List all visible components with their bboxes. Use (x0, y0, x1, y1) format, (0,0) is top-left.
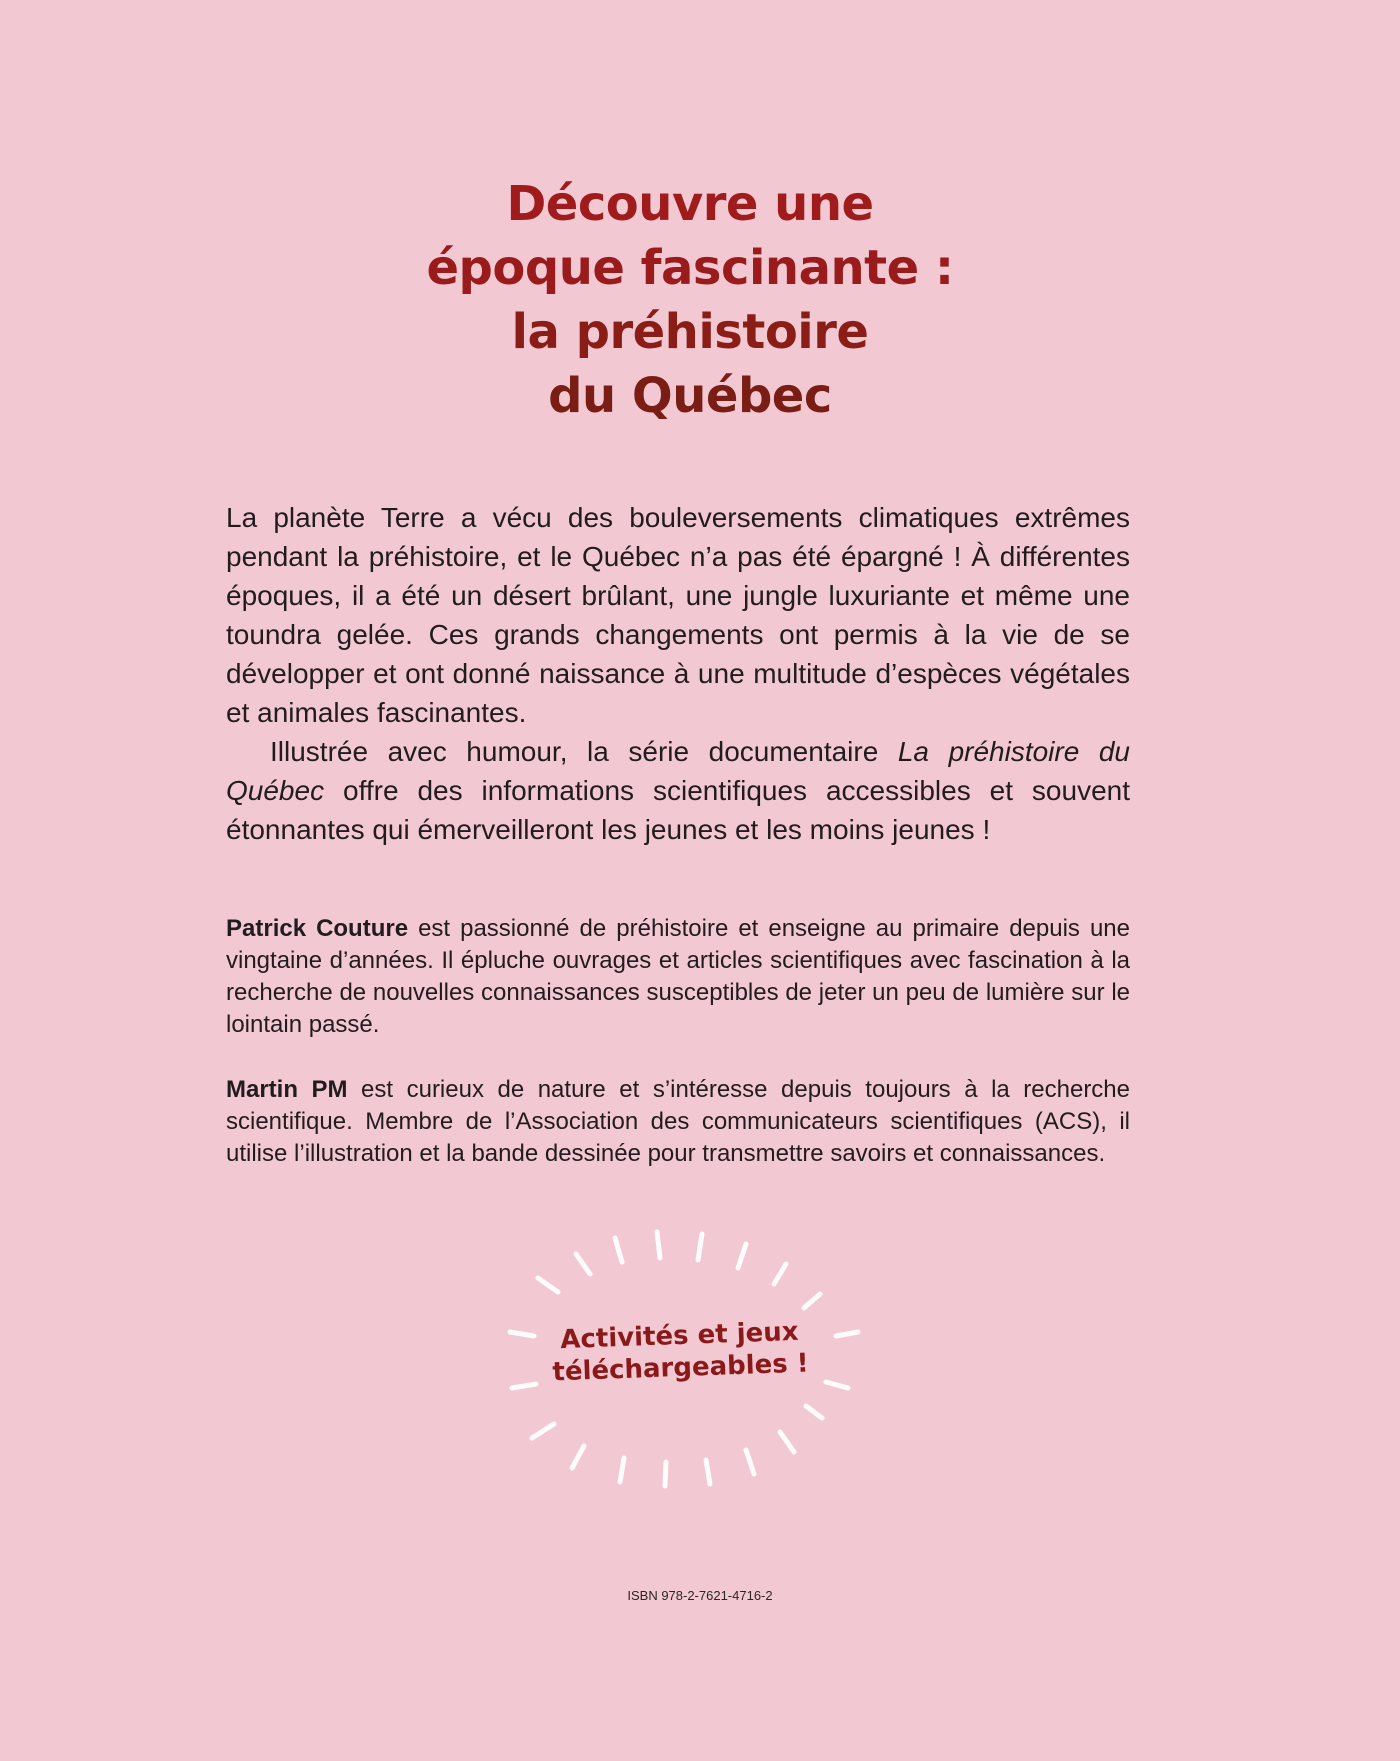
book-description (226, 498, 1130, 849)
description-paragraph-1: La planète Terre a vécu des bouleversements climatiques extrêmes pendant la préhistoire, et le Québec n’a pas été épargné ! À différentes époques, il a été un désert brûlant, une jungle luxuriante et même une toundra gelée. Ces grands changements ont permis à la vie de se développer et ont donné naissance à une multitude d’espèces végétales et animales fascinantes. (226, 502, 1130, 728)
description-paragraph-2 (226, 732, 1130, 849)
title-line-1: Découvre une (506, 176, 874, 232)
isbn-number: ISBN 978-2-7621-4716-2 (627, 1588, 773, 1603)
author-bio (226, 913, 1130, 1041)
badge-line-1: Activités et jeux (559, 1316, 800, 1356)
title-line-4: du Québec (548, 368, 832, 424)
title-line-3: la préhistoire (511, 304, 869, 360)
badge-line-2: téléchargeables ! (551, 1348, 810, 1388)
author-name: Patrick Couture (226, 915, 409, 942)
downloadable-activities-badge (480, 1220, 880, 1500)
illustrator-name: Martin PM (226, 1076, 348, 1103)
title-line-2: époque fascinante : (426, 240, 954, 296)
author-bio-text: est passionné de préhistoire et enseigne au primaire depuis une vingtaine d’années. Il épluche ouvrages et articles scientifiques avec fascination à la recherche de nouvelles connaissances susceptibles de jeter un peu de lumière sur le lointain passé. (226, 915, 1130, 1038)
illustrator-bio-text: est curieux de nature et s’intéresse depuis toujours à la recherche scientifique. Membre de l’Association des communicateurs scientifiques (ACS), il utilise l’illustration et la bande dessinée pour transmettre savoirs et connaissances. (226, 1076, 1131, 1167)
description-paragraph-2-end: offre des informations scientifiques accessibles et souvent étonnantes qui émerveilleront les jeunes et les moins jeunes ! (226, 775, 1130, 845)
illustrator-bio (226, 1074, 1130, 1170)
description-paragraph-2-start: Illustrée avec humour, la série documentaire (270, 736, 898, 767)
page-title (300, 172, 1080, 428)
series-title: La préhistoire du Québec (226, 736, 1130, 806)
